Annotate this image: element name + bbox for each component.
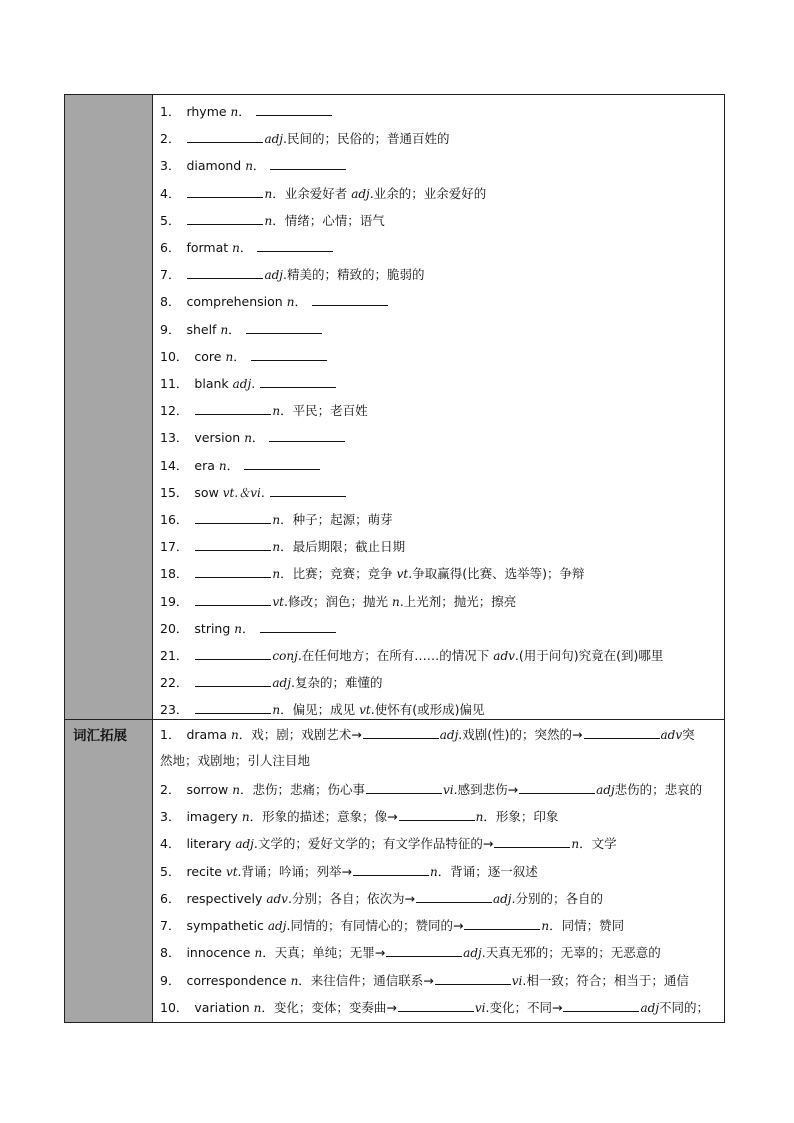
part-of-speech: n — [232, 241, 240, 255]
part-of-speech-3: adj — [596, 782, 615, 797]
definition: 复杂的；难懂的 — [294, 675, 383, 691]
section-divider — [65, 719, 724, 720]
part-of-speech: adj — [235, 837, 254, 852]
part-of-speech-2: n — [392, 594, 400, 609]
punct: ． — [226, 457, 240, 473]
definition-2: 戏剧(性)的；突然的→ — [462, 727, 583, 742]
item-number: 2． — [160, 781, 181, 797]
expansion-row: 4． literary adj.文学的；爱好文学的；有文学作品特征的→ n．文学 — [160, 836, 617, 852]
item-number: 5． — [160, 212, 181, 228]
part-of-speech: n — [241, 809, 250, 824]
part-of-speech-3: adv — [660, 728, 683, 742]
part-of-speech: vt — [225, 864, 238, 879]
expansion-row: 9． correspondence n．来往信件；通信联系→ vi.相一致；符合；相当于；通信 — [160, 972, 689, 988]
definition: 文学的；爱好文学的；有文学作品特征的→ — [257, 836, 494, 852]
item-number: 15． — [160, 484, 189, 500]
definition: 同情的；有同情心的；赞同的→ — [290, 918, 464, 934]
part-of-speech: n — [272, 540, 281, 555]
definition: 修改；润色；抛光 — [288, 593, 389, 609]
answer-blank[interactable] — [416, 890, 492, 903]
part-of-speech: n — [264, 213, 273, 228]
part-of-speech: n — [245, 159, 253, 174]
definition: 背诵；吟诵；列举→ — [241, 863, 353, 879]
vocab-row — [160, 321, 323, 338]
headword: version — [194, 430, 241, 446]
definition: ．业余爱好者 — [272, 185, 348, 201]
item-number: 6． — [160, 890, 181, 906]
answer-blank[interactable] — [195, 674, 271, 687]
vocab-row — [160, 103, 333, 120]
answer-blank[interactable] — [187, 130, 263, 143]
part-of-speech: n — [272, 513, 281, 527]
headword: variation — [194, 1000, 250, 1015]
answer-blank[interactable] — [187, 266, 263, 279]
answer-blank[interactable] — [195, 402, 271, 415]
vocab-row: 2． adj.民间的；民俗的；普通百姓的 — [160, 131, 450, 147]
vocab-row — [160, 429, 346, 446]
definition: ．最后期限；截止日期 — [280, 539, 406, 555]
item-number: 10． — [160, 1000, 189, 1015]
headword: recite — [186, 863, 222, 879]
punct: ． — [238, 104, 251, 119]
headword: drama — [186, 727, 228, 742]
item-number: 7． — [160, 918, 181, 934]
vocab-row — [160, 511, 393, 528]
part-of-speech-2: adj — [492, 891, 512, 906]
part-of-speech: adv — [266, 891, 288, 906]
headword: literary — [186, 836, 232, 852]
answer-blank[interactable] — [386, 944, 462, 957]
part-of-speech: n — [234, 621, 243, 636]
item-number: 14． — [160, 457, 189, 473]
part-of-speech: n — [231, 728, 239, 742]
answer-blank[interactable] — [584, 726, 660, 739]
definition-2: 感到悲伤→ — [457, 781, 519, 797]
definition: ．形象的描述；意象；像→ — [249, 808, 398, 824]
vocab-row: 18． n．比赛；竞赛；竞争 vt.争取赢得(比赛、选举等)；争辩 — [160, 566, 585, 582]
punct: ． — [242, 620, 255, 636]
answer-blank[interactable] — [256, 103, 332, 116]
label-column — [65, 95, 153, 1022]
part-of-speech-2: n — [475, 809, 484, 824]
item-number: 13． — [160, 430, 189, 446]
definition-2: 相一致；符合；相当于；通信 — [526, 972, 689, 988]
punct: ． — [239, 240, 253, 255]
section-label-expansion: 词汇拓展 — [73, 728, 127, 744]
part-of-speech: conj — [272, 649, 298, 663]
item-number: 8． — [160, 294, 181, 310]
expansion-row — [160, 753, 310, 769]
definition: 分别；各自；依次为→ — [291, 890, 415, 906]
answer-blank[interactable] — [195, 565, 271, 578]
part-of-speech: adj — [264, 268, 284, 283]
item-number: 8． — [160, 945, 181, 961]
definition-2: 使怀有(或形成)偏见 — [374, 702, 485, 718]
definition: 在任何地方；在所有……的情况下 — [301, 648, 490, 663]
item-number: 12． — [160, 403, 189, 419]
headword: respectively — [186, 890, 263, 906]
punct: ． — [228, 321, 241, 337]
part-of-speech-2: vt — [396, 567, 409, 582]
vocab-row — [160, 157, 347, 174]
answer-blank[interactable] — [363, 726, 439, 739]
answer-blank[interactable] — [312, 293, 388, 306]
part-of-speech: n — [232, 782, 240, 797]
answer-blank[interactable] — [260, 375, 336, 388]
definition: ．比赛；竞赛；竞争 — [280, 566, 393, 582]
answer-blank[interactable] — [270, 157, 346, 170]
part-of-speech-2: vi — [511, 973, 523, 988]
item-number: 2． — [160, 131, 181, 147]
vocab-row: 4． n．业余爱好者 adj.业余的；业余爱好的 — [160, 185, 487, 201]
item-number: 19． — [160, 593, 189, 609]
part-of-speech: n — [254, 946, 263, 961]
answer-blank[interactable] — [353, 863, 429, 876]
answer-blank[interactable] — [246, 321, 322, 334]
answer-blank[interactable] — [260, 620, 336, 633]
vocab-row — [160, 212, 385, 229]
definition: ．戏；剧；戏剧艺术→ — [238, 727, 362, 742]
item-number: 1． — [160, 104, 181, 119]
answer-blank[interactable] — [257, 239, 333, 252]
item-number: 10． — [160, 348, 189, 364]
part-of-speech-2: adv — [493, 649, 515, 663]
headword: format — [186, 240, 229, 255]
expansion-row — [160, 808, 558, 825]
expansion-row: 7． sympathetic adj.同情的；有同情心的；赞同的→ n．同情；赞同 — [160, 918, 625, 934]
part-of-speech: n — [253, 1001, 262, 1015]
answer-blank[interactable] — [187, 212, 263, 225]
vocab-row: 19． vt.修改；润色；抛光 n.上光剂；抛光；擦亮 — [160, 593, 517, 609]
part-of-speech: vt — [272, 594, 285, 609]
part-of-speech-3: adj — [640, 1001, 660, 1015]
expansion-row: 5． recite vt.背诵；吟诵；列举→ n．背诵；逐一叙述 — [160, 863, 538, 879]
definition-2: 业余的；业余爱好的 — [373, 185, 487, 201]
item-number: 20． — [160, 620, 189, 636]
part-of-speech: n — [218, 458, 227, 473]
definition-2: ．同情；赞同 — [549, 918, 625, 934]
vocab-row: 21． conj.在任何地方；在所有……的情况下 adv.(用于问句)究竟在(到)哪里 — [160, 648, 664, 663]
headword: era — [194, 457, 215, 473]
answer-blank[interactable] — [398, 999, 474, 1012]
definition-2: ．背诵；逐一叙述 — [437, 863, 538, 879]
vocab-row — [160, 457, 321, 474]
part-of-speech: adj — [272, 676, 291, 691]
item-number: 7． — [160, 267, 181, 283]
definition-2: 争取赢得(比赛、选举等)；争辩 — [412, 566, 585, 582]
part-of-speech: n — [220, 322, 229, 337]
part-of-speech: n — [244, 431, 252, 446]
item-number: 9． — [160, 972, 181, 988]
item-number: 21． — [160, 648, 189, 663]
definition: ．平民；老百姓 — [280, 403, 368, 419]
answer-blank[interactable] — [251, 348, 327, 361]
part-of-speech: n — [272, 404, 281, 419]
vocabulary-table — [64, 94, 725, 1023]
punct: ． — [252, 158, 266, 174]
definition-2: 变化；不同→ — [489, 1000, 563, 1015]
item-number: 16． — [160, 512, 189, 527]
headword: imagery — [186, 808, 238, 824]
vocab-row — [160, 402, 368, 419]
definition: 民间的；民俗的；普通百姓的 — [287, 131, 450, 147]
shaded-cell-top — [65, 95, 152, 719]
definition-2: 上光剂；抛光；擦亮 — [403, 593, 517, 609]
expansion-row: 1． drama n．戏；剧；戏剧艺术→ adj.戏剧(性)的；突然的→ adv突 — [160, 727, 695, 742]
vocab-row: 7． adj.精美的；精致的；脆弱的 — [160, 267, 425, 283]
vocab-row — [160, 239, 334, 256]
part-of-speech: adj — [267, 919, 287, 934]
part-of-speech: n — [290, 973, 299, 988]
punct: ． — [251, 430, 265, 446]
item-number: 22． — [160, 675, 189, 691]
expansion-row: 6． respectively adv.分别；各自；依次为→ adj.分别的；各自的 — [160, 890, 603, 906]
part-of-speech: n — [225, 349, 234, 364]
headword: diamond — [186, 158, 242, 174]
expansion-row: 2． sorrow n．悲伤；悲痛；伤心事 vi.感到悲伤→ adj悲伤的；悲哀的 — [160, 781, 703, 797]
definition: ．变化；变体；变奏曲→ — [261, 1000, 397, 1015]
vocab-row: 11． blank adj. — [160, 375, 337, 392]
item-number: 17． — [160, 539, 189, 555]
headword: shelf — [186, 321, 217, 337]
part-of-speech: vt.＆vi — [222, 485, 261, 500]
vocab-row — [160, 620, 337, 637]
definition: 精美的；精致的；脆弱的 — [287, 267, 425, 283]
answer-blank[interactable] — [269, 429, 345, 442]
part-of-speech: adj — [264, 132, 284, 147]
item-number: 1． — [160, 727, 181, 742]
part-of-speech-2: adj — [463, 946, 482, 961]
item-number: 3． — [160, 808, 181, 824]
answer-blank[interactable] — [195, 593, 271, 606]
part-of-speech-2: vi — [443, 782, 454, 797]
answer-blank[interactable] — [464, 917, 540, 930]
answer-blank[interactable] — [195, 511, 271, 524]
continuation-text: 然地；戏剧地；引人注目地 — [160, 753, 311, 769]
definition: ．偏见；成见 — [280, 702, 356, 718]
definition: ．天真；单纯；无罪→ — [262, 945, 386, 961]
definition: ．悲伤；悲痛；伤心事 — [240, 781, 366, 797]
expansion-row: 10． variation n．变化；变体；变奏曲→ vi.变化；不同→ adj不同的； — [160, 1000, 710, 1015]
part-of-speech-2: n — [541, 919, 550, 934]
headword: string — [194, 620, 231, 636]
headword: sympathetic — [186, 918, 264, 934]
item-number: 11． — [160, 376, 189, 391]
expansion-row: 8． innocence n．天真；单纯；无罪→ adj.天真无邪的；无辜的；无恶意的 — [160, 945, 661, 961]
item-number: 23． — [160, 702, 189, 718]
vocab-row: 23． n．偏见；成见 vt.使怀有(或形成)偏见 — [160, 702, 485, 718]
headword: comprehension — [186, 294, 283, 310]
definition-2: (用于问句)究竟在(到)哪里 — [518, 648, 664, 663]
answer-blank[interactable] — [519, 781, 595, 794]
headword: sorrow — [186, 781, 229, 797]
item-number: 4． — [160, 836, 181, 852]
answer-blank[interactable] — [399, 808, 475, 821]
definition: ．情绪；心情；语气 — [272, 212, 385, 228]
item-number: 3． — [160, 158, 181, 174]
part-of-speech: n — [264, 186, 273, 201]
part-of-speech: n — [272, 703, 281, 718]
headword: core — [194, 348, 222, 364]
definition: ．来往信件；通信联系→ — [298, 972, 434, 988]
definition-2: ．形象；印象 — [483, 808, 559, 824]
answer-blank[interactable] — [366, 781, 442, 794]
definition-2: ．文学 — [579, 836, 617, 852]
part-of-speech-2: adj — [351, 186, 370, 201]
headword: innocence — [186, 945, 251, 961]
punct: ． — [233, 348, 246, 364]
part-of-speech: n — [286, 295, 295, 310]
vocab-row: 15． sow vt.＆vi. — [160, 484, 347, 501]
answer-blank[interactable] — [195, 647, 271, 660]
answer-blank[interactable] — [270, 484, 346, 497]
vocab-row — [160, 293, 389, 310]
item-number: 9． — [160, 321, 181, 337]
answer-blank[interactable] — [244, 457, 320, 470]
vocab-row — [160, 538, 405, 555]
part-of-speech: adj — [232, 377, 252, 391]
part-of-speech: n — [230, 105, 239, 119]
item-number: 5． — [160, 863, 181, 879]
answer-blank[interactable] — [195, 701, 271, 714]
part-of-speech: n — [272, 567, 281, 582]
definition-3: 悲伤的；悲哀的 — [614, 781, 703, 797]
definition: ．种子；起源；萌芽 — [280, 512, 393, 527]
shaded-cell-bottom — [65, 720, 152, 1022]
answer-blank[interactable] — [195, 538, 271, 551]
part-of-speech-2: vi — [474, 1001, 486, 1015]
item-number: 6． — [160, 240, 181, 255]
vocab-row — [160, 348, 328, 365]
answer-blank[interactable] — [563, 999, 639, 1012]
answer-blank[interactable] — [187, 185, 263, 198]
headword: rhyme — [186, 104, 227, 119]
answer-blank[interactable] — [494, 835, 570, 848]
punct: ． — [294, 294, 307, 310]
part-of-speech-2: adj — [439, 728, 459, 742]
definition-3: 突 — [682, 727, 695, 742]
headword: blank — [194, 376, 229, 391]
vocab-row: 22． adj.复杂的；难懂的 — [160, 675, 383, 691]
part-of-speech-2: n — [571, 837, 580, 852]
part-of-speech-2: vt — [359, 703, 371, 718]
item-number: 18． — [160, 566, 189, 582]
answer-blank[interactable] — [435, 972, 511, 985]
headword: sow — [194, 484, 219, 500]
item-number: 4． — [160, 185, 181, 201]
definition-2: 分别的；各自的 — [515, 890, 603, 906]
definition-3: 不同的； — [659, 1000, 710, 1015]
definition-2: 天真无邪的；无辜的；无恶意的 — [485, 945, 661, 961]
part-of-speech-2: n — [430, 864, 438, 879]
headword: correspondence — [186, 972, 287, 988]
